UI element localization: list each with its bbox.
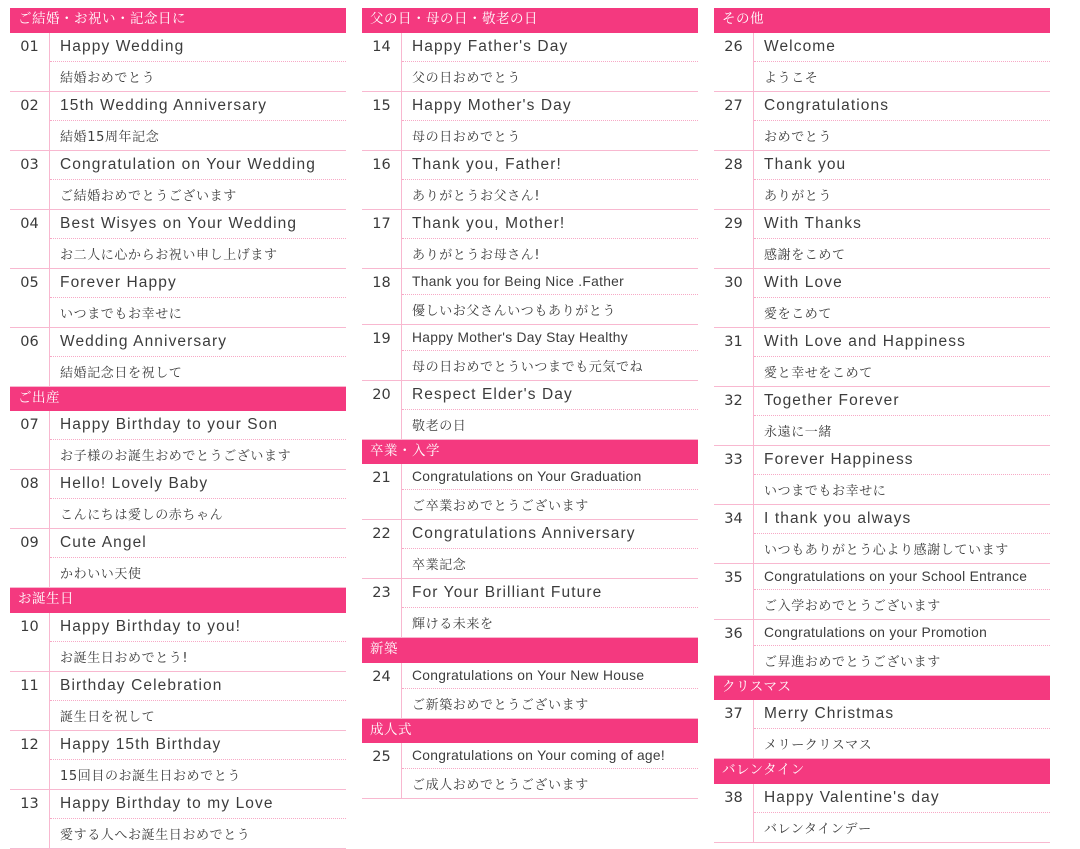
message-english: 15th Wedding Anniversary: [50, 92, 346, 121]
message-number: 08: [10, 470, 50, 528]
message-row: [10, 210, 346, 269]
message-row: [714, 564, 1050, 620]
message-japanese: お誕生日おめでとう!: [60, 650, 189, 666]
message-text-cell: [754, 620, 1050, 675]
section-header: お誕生日: [10, 588, 346, 613]
message-text-cell: [50, 790, 346, 848]
message-japanese: 感謝をこめて: [764, 247, 846, 263]
message-number: 23: [362, 579, 402, 637]
message-japanese: お子様のお誕生おめでとうございます: [60, 449, 292, 464]
message-text-cell: [50, 672, 346, 730]
message-text-cell: [50, 33, 346, 91]
message-number: 14: [362, 33, 402, 91]
message-row: [714, 210, 1050, 269]
message-japanese: ご卒業おめでとうございます: [412, 499, 589, 514]
message-row: [10, 529, 346, 588]
message-text-cell: [754, 784, 1050, 842]
message-number: 33: [714, 446, 754, 504]
message-japanese: ご新築おめでとうございます: [412, 697, 589, 713]
message-row: [10, 92, 346, 151]
message-english: Forever Happiness: [754, 446, 1050, 475]
message-row: [362, 269, 698, 325]
message-japanese: 優しいお父さんいつもありがとう: [412, 303, 617, 319]
message-text-cell: [402, 663, 698, 718]
message-number: 10: [10, 613, 50, 671]
message-japanese: かわいい天使: [60, 567, 142, 582]
message-english: Happy Birthday to your Son: [50, 411, 346, 440]
message-text-cell: [50, 470, 346, 528]
message-number: 36: [714, 620, 754, 675]
message-english: Thank you for Being Nice .Father: [402, 269, 698, 295]
message-japanese: 愛をこめて: [764, 306, 833, 322]
message-english: Happy Father's Day: [402, 33, 698, 62]
message-text-cell: [50, 529, 346, 587]
column-3: [714, 8, 1050, 843]
message-japanese: 母の日おめでとういつまでも元気でね: [412, 359, 644, 375]
message-english: With Love: [754, 269, 1050, 298]
message-number: 18: [362, 269, 402, 324]
message-japanese: いつまでもお幸せに: [764, 483, 887, 499]
message-number: 24: [362, 663, 402, 718]
message-text-cell: [402, 520, 698, 578]
section-header: バレンタイン: [714, 759, 1050, 784]
message-row: [714, 620, 1050, 676]
message-number: 09: [10, 529, 50, 587]
message-number: 31: [714, 328, 754, 386]
message-english: Happy Birthday to my Love: [50, 790, 346, 819]
message-row: [362, 325, 698, 381]
message-row: [714, 92, 1050, 151]
message-japanese: 誕生日を祝して: [60, 709, 156, 725]
message-english: Together Forever: [754, 387, 1050, 416]
message-row: [10, 328, 346, 387]
message-number: 02: [10, 92, 50, 150]
message-number: 22: [362, 520, 402, 578]
message-japanese: 結婚おめでとう: [60, 70, 156, 86]
message-english: Hello! Lovely Baby: [50, 470, 346, 499]
column-1: [10, 8, 346, 849]
message-text-cell: [754, 210, 1050, 268]
message-japanese: 永遠に一緒: [764, 424, 833, 440]
message-number: 32: [714, 387, 754, 445]
message-japanese: 愛する人へお誕生日おめでとう: [60, 827, 251, 843]
message-japanese: ようこそ: [764, 70, 819, 86]
message-text-cell: [50, 210, 346, 268]
message-row: [362, 579, 698, 638]
message-text-cell: [50, 269, 346, 327]
message-number: 20: [362, 381, 402, 439]
message-number: 05: [10, 269, 50, 327]
message-row: [362, 520, 698, 579]
message-text-cell: [402, 743, 698, 798]
message-japanese: いつまでもお幸せに: [60, 306, 183, 322]
message-row: [714, 33, 1050, 92]
message-text-cell: [754, 564, 1050, 619]
message-row: [714, 784, 1050, 843]
message-row: [362, 464, 698, 520]
message-text-cell: [754, 92, 1050, 150]
message-text-cell: [754, 33, 1050, 91]
message-text-cell: [50, 731, 346, 789]
message-english: Congratulations on Your Graduation: [402, 464, 698, 490]
message-japanese: 結婚15周年記念: [60, 129, 160, 145]
message-japanese: ご昇進おめでとうございます: [764, 654, 941, 670]
message-english: Congratulations: [754, 92, 1050, 121]
message-text-cell: [754, 328, 1050, 386]
message-row: [362, 381, 698, 440]
message-text-cell: [50, 92, 346, 150]
message-row: [10, 613, 346, 672]
message-japanese: バレンタインデー: [764, 821, 872, 837]
message-text-cell: [754, 387, 1050, 445]
message-number: 19: [362, 325, 402, 380]
message-english: Happy Mother's Day: [402, 92, 698, 121]
message-japanese: 父の日おめでとう: [412, 70, 521, 86]
message-english: Best Wisyes on Your Wedding: [50, 210, 346, 239]
section-header: 卒業・入学: [362, 440, 698, 465]
message-number: 26: [714, 33, 754, 91]
message-english: Congratulation on Your Wedding: [50, 151, 346, 180]
message-english: Forever Happy: [50, 269, 346, 298]
message-text-cell: [402, 33, 698, 91]
message-english: With Thanks: [754, 210, 1050, 239]
message-text-cell: [754, 151, 1050, 209]
column-2: [362, 8, 698, 799]
message-text-cell: [50, 411, 346, 469]
section-header: ご結婚・お祝い・記念日に: [10, 8, 346, 33]
message-row: [362, 92, 698, 151]
message-number: 17: [362, 210, 402, 268]
message-number: 37: [714, 700, 754, 758]
message-text-cell: [402, 92, 698, 150]
message-english: I thank you always: [754, 505, 1050, 534]
message-number: 28: [714, 151, 754, 209]
message-japanese: ありがとうお母さん!: [412, 247, 541, 263]
section-header: 成人式: [362, 719, 698, 744]
message-english: Congratulations on Your coming of age!: [402, 743, 698, 769]
section-header: 新築: [362, 638, 698, 663]
message-japanese: ご成人おめでとうございます: [412, 778, 589, 793]
message-row: [714, 700, 1050, 759]
message-row: [10, 470, 346, 529]
message-number: 16: [362, 151, 402, 209]
message-japanese: こんにちは愛しの赤ちゃん: [60, 508, 224, 523]
message-japanese: メリークリスマス: [764, 738, 873, 753]
message-text-cell: [402, 151, 698, 209]
message-text-cell: [754, 505, 1050, 563]
message-english: Happy 15th Birthday: [50, 731, 346, 760]
message-english: Thank you: [754, 151, 1050, 180]
message-text-cell: [50, 151, 346, 209]
message-number: 27: [714, 92, 754, 150]
message-japanese: おめでとう: [764, 129, 833, 145]
message-number: 15: [362, 92, 402, 150]
message-japanese: ご入学おめでとうございます: [764, 598, 941, 614]
message-english: For Your Brilliant Future: [402, 579, 698, 608]
message-text-cell: [50, 328, 346, 386]
message-row: [362, 663, 698, 719]
message-row: [714, 387, 1050, 446]
message-number: 12: [10, 731, 50, 789]
message-row: [714, 269, 1050, 328]
message-row: [714, 328, 1050, 387]
message-english: Congratulations on your Promotion: [754, 620, 1050, 646]
message-text-cell: [402, 325, 698, 380]
section-header: ご出産: [10, 387, 346, 412]
message-row: [10, 269, 346, 328]
message-number: 04: [10, 210, 50, 268]
message-english: Merry Christmas: [754, 700, 1050, 729]
message-english: Happy Wedding: [50, 33, 346, 62]
message-english: Congratulations on Your New House: [402, 663, 698, 689]
section-header: 父の日・母の日・敬老の日: [362, 8, 698, 33]
message-row: [362, 743, 698, 799]
message-japanese: 卒業記念: [412, 558, 467, 573]
message-row: [10, 790, 346, 849]
message-row: [10, 672, 346, 731]
message-japanese: 結婚記念日を祝して: [60, 365, 183, 381]
section-header: クリスマス: [714, 676, 1050, 701]
message-english: Thank you, Mother!: [402, 210, 698, 239]
message-row: [362, 210, 698, 269]
message-japanese: いつもありがとう心より感謝しています: [764, 542, 1009, 558]
message-japanese: ありがとう: [764, 188, 833, 204]
message-english: Thank you, Father!: [402, 151, 698, 180]
message-japanese: お二人に心からお祝い申し上げます: [60, 247, 278, 263]
message-english: Welcome: [754, 33, 1050, 62]
message-english: Happy Mother's Day Stay Healthy: [402, 325, 698, 351]
message-number: 34: [714, 505, 754, 563]
message-japanese: 輝ける未来を: [412, 617, 494, 632]
message-english: With Love and Happiness: [754, 328, 1050, 357]
message-english: Wedding Anniversary: [50, 328, 346, 357]
message-row: [10, 151, 346, 210]
message-text-cell: [402, 381, 698, 439]
section-header: その他: [714, 8, 1050, 33]
message-row: [10, 731, 346, 790]
message-english: Happy Valentine's day: [754, 784, 1050, 813]
message-number: 21: [362, 464, 402, 519]
message-number: 01: [10, 33, 50, 91]
message-english: Congratulations on your School Entrance: [754, 564, 1050, 590]
message-text-cell: [754, 446, 1050, 504]
message-text-cell: [754, 700, 1050, 758]
message-number: 07: [10, 411, 50, 469]
message-row: [714, 446, 1050, 505]
message-japanese: 15回目のお誕生日おめでとう: [60, 768, 241, 784]
message-text-cell: [754, 269, 1050, 327]
message-number: 38: [714, 784, 754, 842]
message-japanese: 母の日おめでとう: [412, 129, 521, 145]
message-number: 11: [10, 672, 50, 730]
message-number: 03: [10, 151, 50, 209]
message-number: 25: [362, 743, 402, 798]
message-english: Congratulations Anniversary: [402, 520, 698, 549]
message-row: [362, 33, 698, 92]
message-row: [10, 33, 346, 92]
message-row: [10, 411, 346, 470]
message-number: 30: [714, 269, 754, 327]
message-number: 06: [10, 328, 50, 386]
message-text-cell: [50, 613, 346, 671]
message-number: 13: [10, 790, 50, 848]
message-japanese: ありがとうお父さん!: [412, 188, 541, 204]
message-english: Happy Birthday to you!: [50, 613, 346, 642]
message-text-cell: [402, 464, 698, 519]
message-text-cell: [402, 269, 698, 324]
message-number: 29: [714, 210, 754, 268]
message-english: Respect Elder's Day: [402, 381, 698, 410]
message-japanese: 敬老の日: [412, 418, 467, 434]
message-text-cell: [402, 579, 698, 637]
message-row: [714, 505, 1050, 564]
message-japanese: 愛と幸せをこめて: [764, 365, 873, 381]
message-number: 35: [714, 564, 754, 619]
message-english: Birthday Celebration: [50, 672, 346, 701]
message-text-cell: [402, 210, 698, 268]
message-row: [714, 151, 1050, 210]
message-row: [362, 151, 698, 210]
message-english: Cute Angel: [50, 529, 346, 558]
message-japanese: ご結婚おめでとうございます: [60, 188, 237, 204]
